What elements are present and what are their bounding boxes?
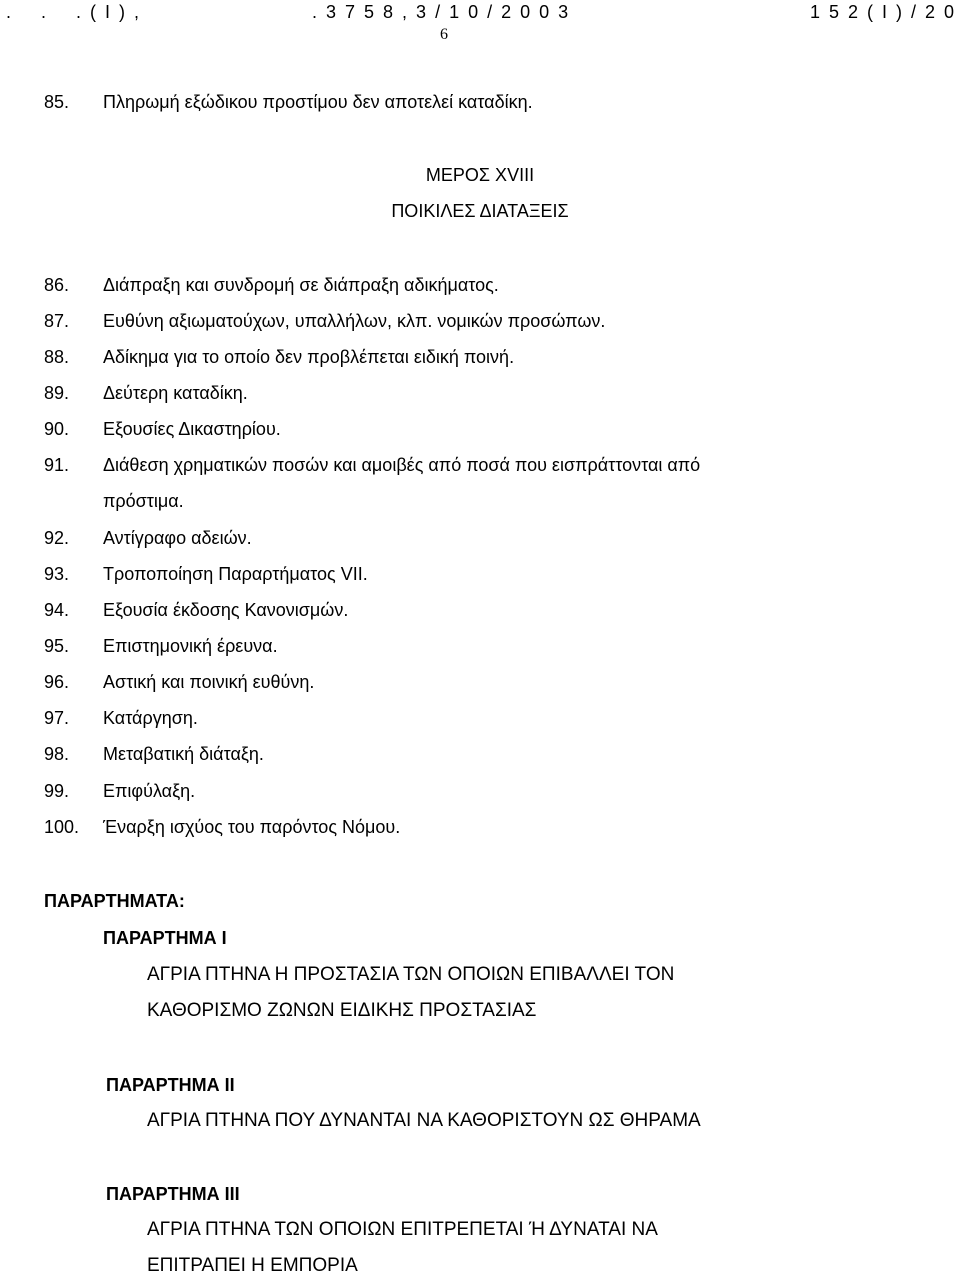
item-text: Διάθεση χρηματικών ποσών και αμοιβές από ποσά που εισπράττονται από bbox=[103, 455, 701, 475]
item-text: Αδίκημα για το οποίο δεν προβλέπεται ειδική ποινή. bbox=[103, 347, 515, 367]
annex-line: ΑΓΡΙΑ ΠΤΗΝΑ Η ΠΡΟΣΤΑΣΙΑ ΤΩΝ ΟΠΟΙΩΝ ΕΠΙΒΑΛΛΕΙ ΤΟΝ bbox=[147, 964, 675, 985]
list-item bbox=[44, 635, 278, 657]
item-text: Αστική και ποινική ευθύνη. bbox=[103, 672, 315, 692]
item-text: Τροποποίηση Παραρτήματος VII. bbox=[103, 564, 368, 584]
item-text: Διάπραξη και συνδρομή σε διάπραξη αδικήματος. bbox=[103, 275, 499, 295]
annex-title: ΠΑΡΑΡΤΗΜΑ ΙΙΙ bbox=[106, 1184, 240, 1204]
item-number: 88. bbox=[44, 347, 70, 367]
item-text: Εξουσία έκδοσης Κανονισμών. bbox=[103, 600, 349, 620]
annexes-heading: ΠΑΡΑΡΤΗΜΑΤΑ: bbox=[44, 891, 185, 911]
item-number: 97. bbox=[44, 708, 70, 728]
list-item bbox=[44, 671, 314, 693]
item-text: Δεύτερη καταδίκη. bbox=[103, 383, 248, 403]
item-text: Επιφύλαξη. bbox=[103, 781, 196, 801]
list-item bbox=[44, 527, 252, 549]
header-left: . . . ( Ι ) , bbox=[6, 2, 142, 22]
item-number: 95. bbox=[44, 636, 70, 656]
annex-line: ΚΑΘΟΡΙΣΜΟ ΖΩΝΩΝ ΕΙΔΙΚΗΣ ΠΡΟΣΤΑΣΙΑΣ bbox=[147, 1000, 537, 1021]
list-item bbox=[44, 274, 499, 296]
annex-title: ΠΑΡΑΡΤΗΜΑ ΙΙ bbox=[106, 1075, 235, 1095]
list-item bbox=[44, 310, 605, 332]
item-number: 92. bbox=[44, 528, 70, 548]
item-number: 94. bbox=[44, 600, 70, 620]
header-right: 1 5 2 ( Ι ) / 2 0 bbox=[809, 2, 956, 22]
annex-line: ΑΓΡΙΑ ΠΤΗΝΑ ΠΟΥ ΔΥΝΑΝΤΑΙ ΝΑ ΚΑΘΟΡΙΣΤΟΥΝ ΩΣ ΘΗΡΑΜΑ bbox=[147, 1110, 701, 1131]
header-middle: . 3 7 5 8 , 3 / 1 0 / 2 0 0 3 bbox=[312, 2, 571, 22]
item-text: Μεταβατική διάταξη. bbox=[103, 744, 264, 764]
item-text: Έναρξη ισχύος του παρόντος Νόμου. bbox=[103, 817, 401, 837]
list-item bbox=[44, 599, 348, 621]
list-item bbox=[44, 563, 368, 585]
list-item bbox=[44, 382, 248, 404]
item-number: 98. bbox=[44, 744, 70, 764]
item-number: 90. bbox=[44, 419, 70, 439]
item-number: 99. bbox=[44, 781, 70, 801]
list-item bbox=[44, 454, 700, 476]
item-number: 96. bbox=[44, 672, 70, 692]
page-number: 6 bbox=[440, 26, 448, 43]
item-number: 100. bbox=[44, 817, 80, 837]
list-item bbox=[44, 743, 264, 765]
list-item bbox=[44, 91, 533, 113]
list-item bbox=[44, 418, 281, 440]
annex-line: ΕΠΙΤΡΑΠΕΙ Η ΕΜΠΟΡΙΑ bbox=[147, 1255, 358, 1276]
annex-title: ΠΑΡΑΡΤΗΜΑ Ι bbox=[103, 928, 227, 948]
item-text-continued: πρόστιμα. bbox=[103, 491, 184, 511]
list-item bbox=[44, 780, 195, 802]
item-number: 91. bbox=[44, 455, 70, 475]
item-text: Κατάργηση. bbox=[103, 708, 198, 728]
list-item bbox=[44, 346, 514, 368]
item-text: Εξουσίες Δικαστηρίου. bbox=[103, 419, 281, 439]
list-item bbox=[44, 816, 400, 838]
item-text: Ευθύνη αξιωματούχων, υπαλλήλων, κλπ. νομικών προσώπων. bbox=[103, 311, 606, 331]
item-number: 93. bbox=[44, 564, 70, 584]
item-text: Πληρωμή εξώδικου προστίμου δεν αποτελεί καταδίκη. bbox=[103, 92, 533, 112]
part-subtitle: ΠΟΙΚΙΛΕΣ ΔΙΑΤΑΞΕΙΣ bbox=[391, 201, 569, 221]
item-number: 89. bbox=[44, 383, 70, 403]
item-text: Επιστημονική έρευνα. bbox=[103, 636, 278, 656]
annex-line: ΑΓΡΙΑ ΠΤΗΝΑ ΤΩΝ ΟΠΟΙΩΝ ΕΠΙΤΡΕΠΕΤΑΙ Ή ΔΥΝΑΤΑΙ ΝΑ bbox=[147, 1219, 658, 1240]
item-number: 87. bbox=[44, 311, 70, 331]
item-number: 85. bbox=[44, 92, 70, 112]
part-title: ΜΕΡΟΣ XVIII bbox=[425, 165, 535, 185]
item-number: 86. bbox=[44, 275, 70, 295]
list-item bbox=[44, 707, 198, 729]
item-text: Αντίγραφο αδειών. bbox=[103, 528, 252, 548]
